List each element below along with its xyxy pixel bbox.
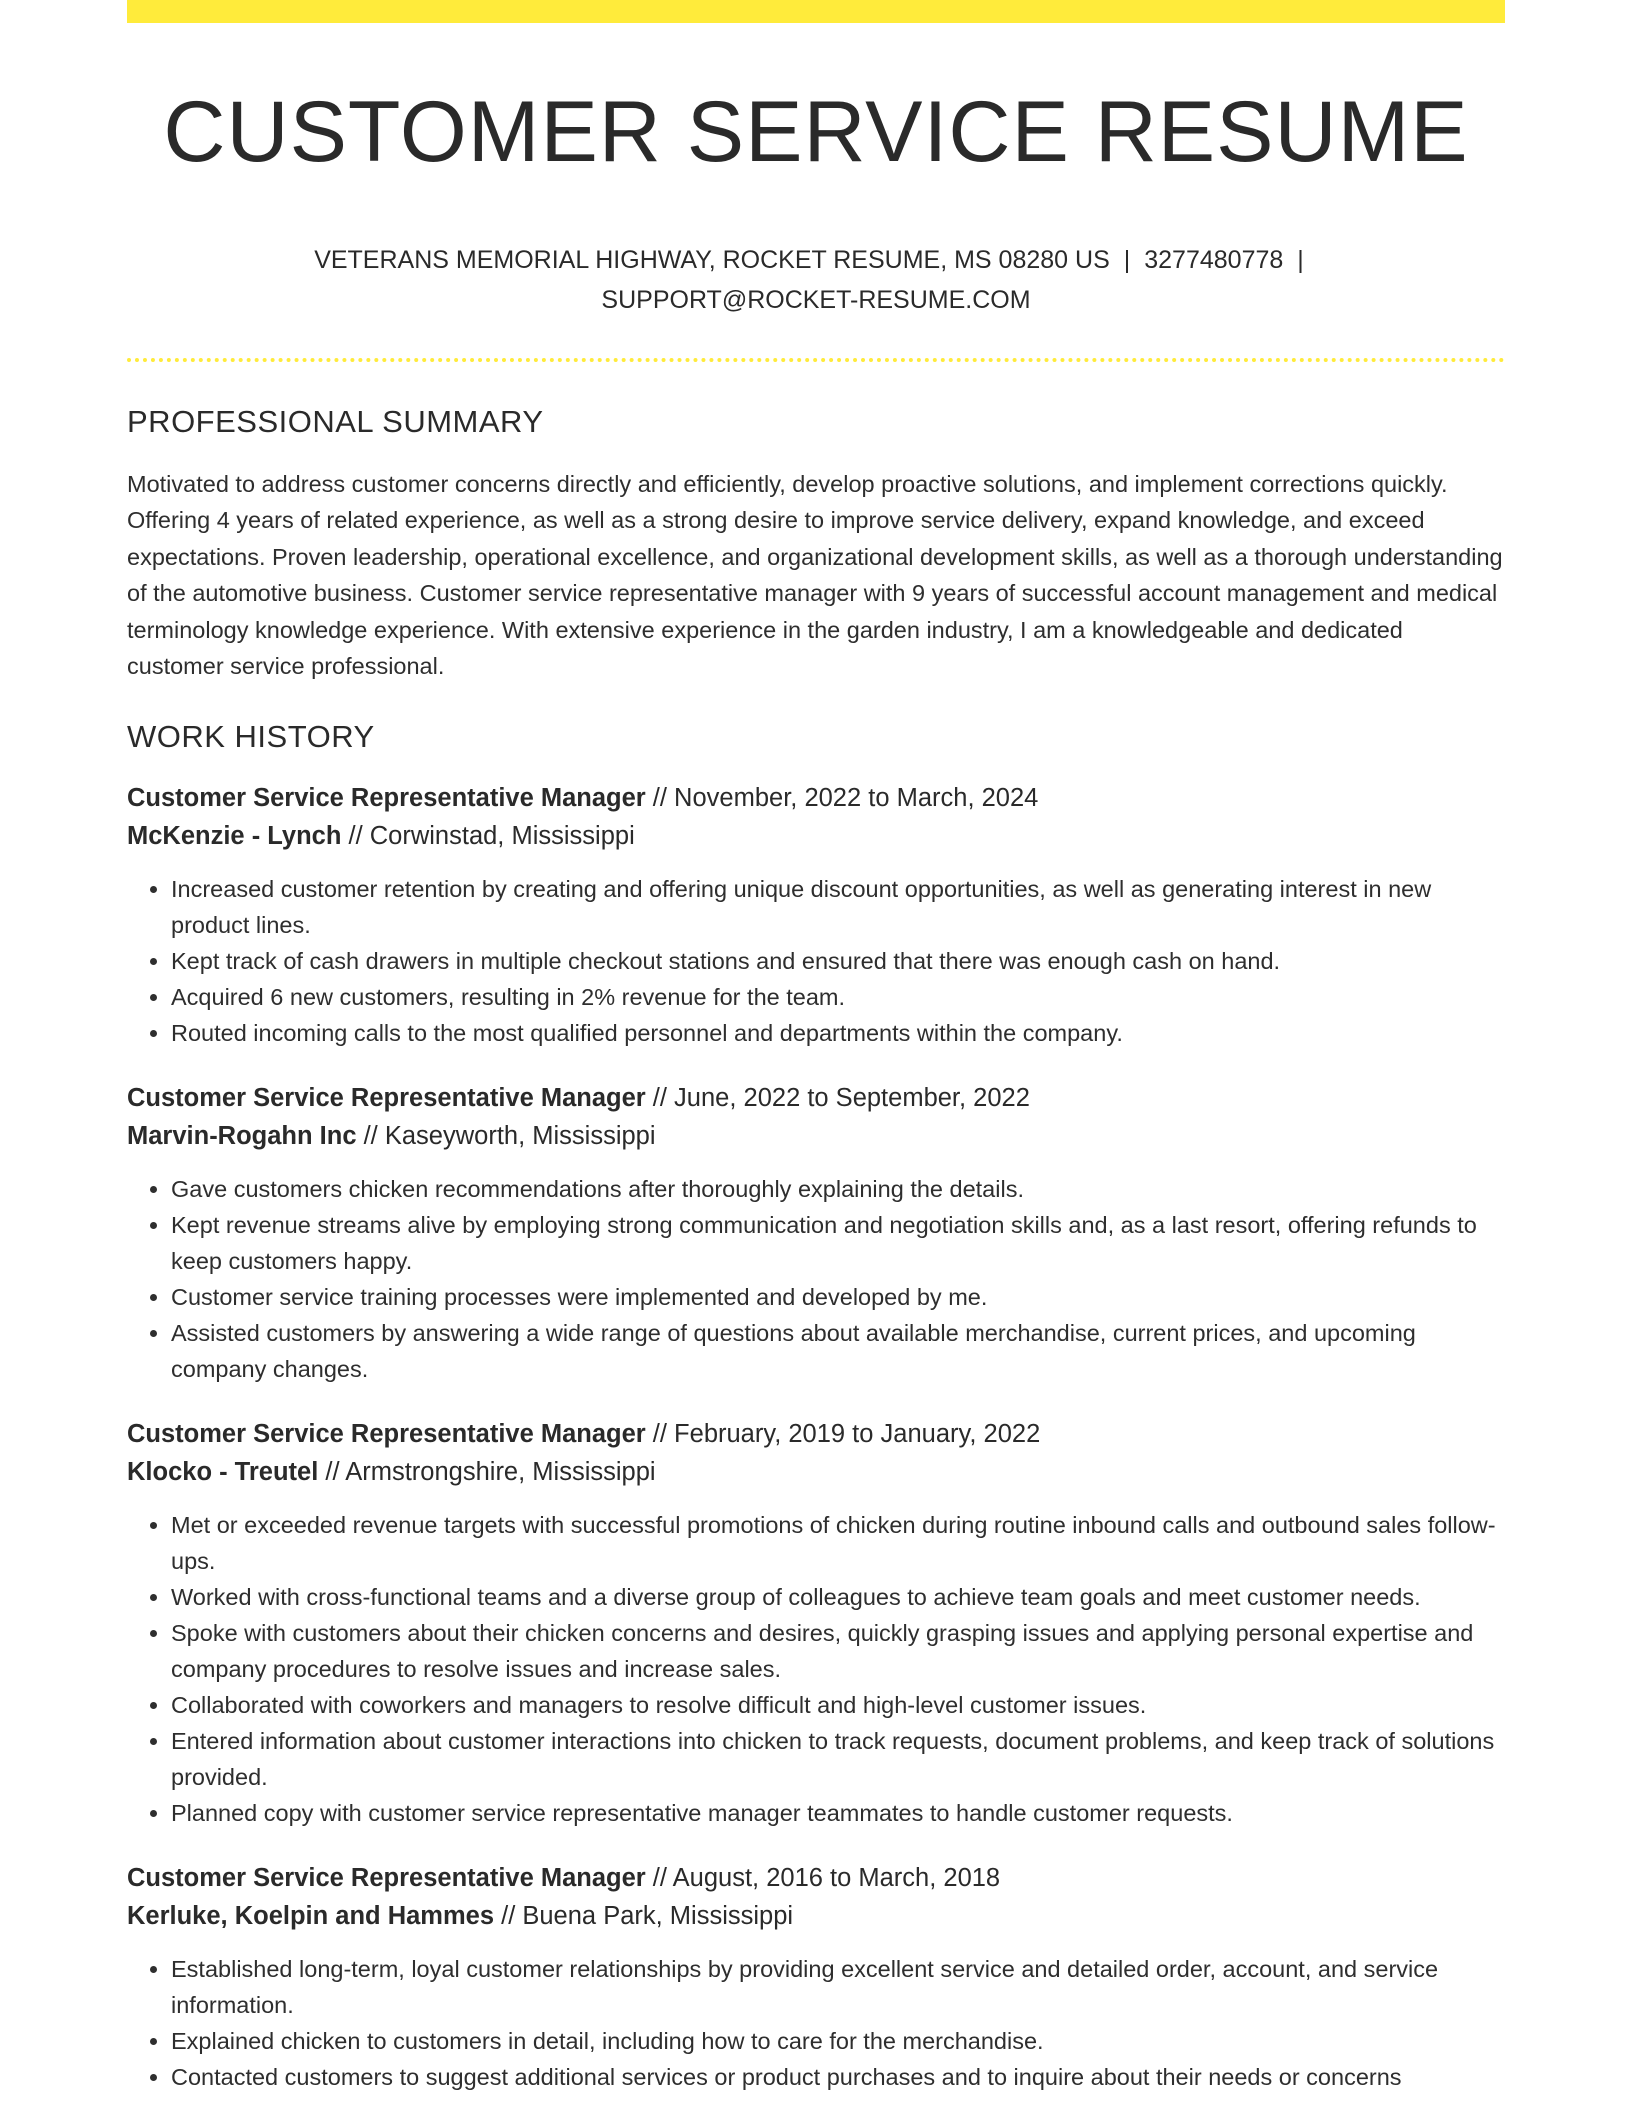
job-bullet: • Increased customer retention by creating and offering unique discount opportunities, as well as generating interest in new product lines.: [171, 871, 1505, 943]
job-title-line: [127, 1415, 1505, 1453]
dotted-divider: [127, 358, 1505, 362]
contact-line-2: [127, 280, 1505, 320]
work-history-list: [127, 779, 1505, 2095]
job-entry: [127, 1079, 1505, 1387]
company-location: // Corwinstad, Mississippi: [341, 821, 635, 850]
job-title-line: [127, 1079, 1505, 1117]
job-bullet: • Planned copy with customer service representative manager teammates to handle customer requests.: [171, 1795, 1505, 1831]
job-dates: // February, 2019 to January, 2022: [645, 1419, 1041, 1448]
company-name: Kerluke, Koelpin and Hammes: [127, 1901, 495, 1930]
phone: 3277480778: [1144, 245, 1284, 274]
job-bullet: • Acquired 6 new customers, resulting in 2% revenue for the team.: [171, 979, 1505, 1015]
job-dates: // November, 2022 to March, 2024: [645, 783, 1039, 812]
job-bullet: • Worked with cross-functional teams and a diverse group of colleagues to achieve team goals and meet customer needs.: [171, 1579, 1505, 1615]
company-name: Marvin-Rogahn Inc: [127, 1121, 357, 1150]
summary-text: Motivated to address customer concerns directly and efficiently, develop proactive solutions, and implement corrections quickly. Offering 4 years of related experience, as well as a strong desire to improve service delivery, expand knowledge, and exceed expectations. Proven leadership, operational excellence, and organizational development skills, as well as a thorough understanding of the automotive business. Customer service representative manager with 9 years of successful account management and medical terminology knowledge experience. With extensive experience in the garden industry, I am a knowledgeable and dedicated customer service professional.: [127, 470, 1503, 680]
job-entry: [127, 779, 1505, 1051]
job-bullet: • Entered information about customer interactions into chicken to track requests, document problems, and keep track of solutions provided.: [171, 1723, 1505, 1795]
job-company-line: [127, 817, 1505, 855]
job-company-line: [127, 1453, 1505, 1491]
job-bullet: • Spoke with customers about their chicken concerns and desires, quickly grasping issues and applying personal expertise and company procedures to resolve issues and increase sales.: [171, 1615, 1505, 1687]
contact-line-1: [127, 240, 1505, 280]
job-title: Customer Service Representative Manager: [127, 783, 646, 812]
top-accent-bar: [127, 0, 1505, 23]
job-bullet: • Assisted customers by answering a wide range of questions about available merchandise, current prices, and upcoming company changes.: [171, 1315, 1505, 1387]
job-company-line: [127, 1897, 1505, 1935]
job-entry: [127, 1415, 1505, 1831]
email: SUPPORT@ROCKET-RESUME.COM: [601, 285, 1031, 314]
company-location: // Armstrongshire, Mississippi: [318, 1457, 656, 1486]
job-bullet: • Routed incoming calls to the most qualified personnel and departments within the company.: [171, 1015, 1505, 1051]
job-bullet: • Kept revenue streams alive by employing strong communication and negotiation skills and, as a last resort, offering refunds to keep customers happy.: [171, 1207, 1505, 1279]
job-company-line: [127, 1117, 1505, 1155]
company-location: // Buena Park, Mississippi: [494, 1901, 794, 1930]
address: VETERANS MEMORIAL HIGHWAY, ROCKET RESUME, MS 08280 US: [314, 245, 1110, 274]
job-bullet: • Kept track of cash drawers in multiple checkout stations and ensured that there was enough cash on hand.: [171, 943, 1505, 979]
job-bullet: • Established long-term, loyal customer relationships by providing excellent service and detailed order, account, and service information.: [171, 1951, 1505, 2023]
separator: |: [1123, 245, 1131, 274]
job-entry: [127, 1859, 1505, 2095]
summary-heading: PROFESSIONAL SUMMARY: [127, 403, 544, 439]
job-bullets: [127, 1507, 1505, 1831]
job-title: Customer Service Representative Manager: [127, 1863, 646, 1892]
job-title: Customer Service Representative Manager: [127, 1419, 646, 1448]
job-title-line: [127, 779, 1505, 817]
job-title-line: [127, 1859, 1505, 1897]
job-title: Customer Service Representative Manager: [127, 1083, 646, 1112]
job-dates: // August, 2016 to March, 2018: [645, 1863, 1001, 1892]
company-name: Klocko - Treutel: [127, 1457, 319, 1486]
job-dates: // June, 2022 to September, 2022: [645, 1083, 1030, 1112]
work-history-heading: WORK HISTORY: [127, 718, 375, 754]
resume-page: [127, 0, 1505, 2095]
job-bullet: • Customer service training processes were implemented and developed by me.: [171, 1279, 1505, 1315]
job-bullet: • Gave customers chicken recommendations after thoroughly explaining the details.: [171, 1171, 1505, 1207]
job-bullet: • Contacted customers to suggest additional services or product purchases and to inquire about their needs or concerns: [171, 2059, 1505, 2095]
resume-title: CUSTOMER SERVICE RESUME: [163, 84, 1469, 180]
job-bullet: • Met or exceeded revenue targets with successful promotions of chicken during routine inbound calls and outbound sales follow-ups.: [171, 1507, 1505, 1579]
separator: |: [1297, 245, 1304, 274]
job-bullets: [127, 871, 1505, 1051]
job-bullet: • Collaborated with coworkers and managers to resolve difficult and high-level customer issues.: [171, 1687, 1505, 1723]
company-name: McKenzie - Lynch: [127, 821, 342, 850]
job-bullet: • Explained chicken to customers in detail, including how to care for the merchandise.: [171, 2023, 1505, 2059]
job-bullets: [127, 1951, 1505, 2095]
company-location: // Kaseyworth, Mississippi: [356, 1121, 656, 1150]
contact-info: [127, 240, 1505, 320]
job-bullets: [127, 1171, 1505, 1387]
